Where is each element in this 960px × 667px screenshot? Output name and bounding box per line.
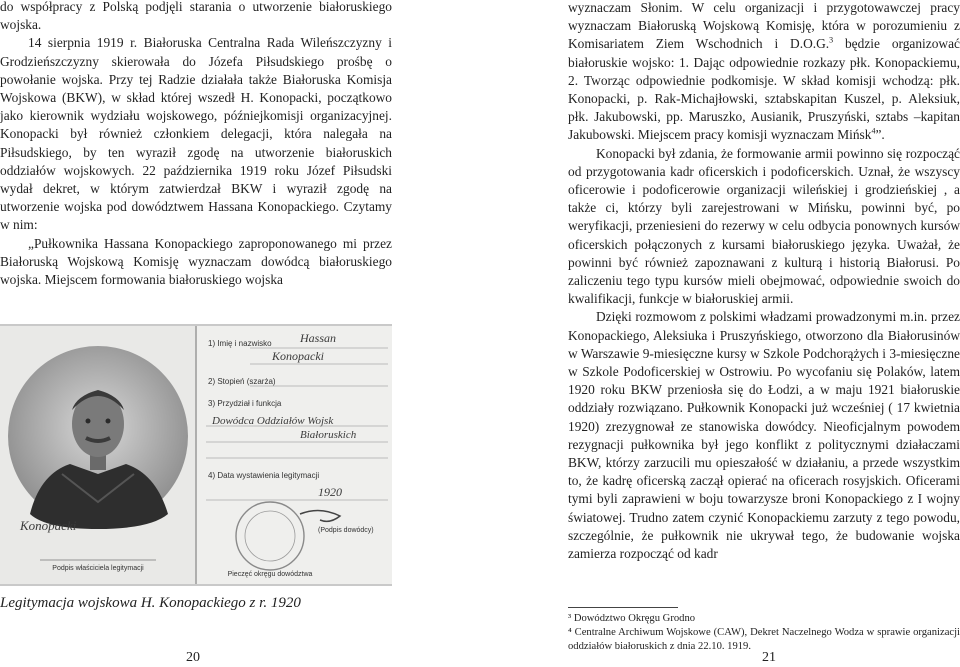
- field-name-value: Hassan: [300, 331, 337, 345]
- field-assignment-label: 3) Przydział i funkcja: [208, 399, 282, 408]
- figure-caption: Legitymacja wojskowa H. Konopackiego z r. 1920: [0, 595, 301, 611]
- right-page: [568, 0, 960, 667]
- paragraph: [568, 0, 960, 145]
- field-date-value: 1920: [318, 485, 342, 499]
- field-date-label: 4) Data wystawienia legitymacji: [208, 471, 320, 480]
- quote-paragraph: „Pułkownika Hassana Konopackiego zaproponowanego mi przez Białoruską Wojskową Komisję wyznaczam dowódcą białoruskiego wojska. Miejscem formowania białoruskiego wojska: [0, 235, 392, 288]
- footnotes: [568, 612, 960, 654]
- field-assignment-value: Dowódca Oddziałów Wojsk: [212, 415, 334, 427]
- quote-continuation-b: będzie organizować białoruskie wojsko: 1. Dając odpowiednie rozkazy płk. Konopackiemu, 2. Tworząc odpowiednie podkomisje. W skład komisji wchodzą: płk. Konopacki, p. Rak-Michajłowski, sztabskapitan Kuszel, p. Aleksiuk, płk. Jakubowski, pp. Maruszko, Ausianik, Pruszyński, sztabs –kapitan Jakubowski. Miejscem pracy komisji wyznaczam Mińsk: [568, 36, 960, 143]
- field-name-label: 1) Imię i nazwisko: [208, 339, 272, 348]
- id-right-leaf: [196, 326, 392, 584]
- left-page: [0, 0, 392, 667]
- commander-signature-label: (Podpis dowódcy): [318, 527, 374, 534]
- field-rank-label: 2) Stopień (szarża): [208, 377, 276, 386]
- right-body-text: [568, 0, 960, 563]
- owner-signature-label: Podpis właściciela legitymacji: [52, 565, 144, 572]
- footnote-divider: [568, 607, 678, 608]
- field-assignment-value-2: Białoruskich: [300, 429, 357, 441]
- quote-continuation: wyznaczam Słonim. W celu organizacji i przygotowawczej pracy wyznaczam Białoruską Wojskową Komisję, która w porozumieniu z Komisariatem Ziem Wschodnich i D.O.G.: [568, 0, 960, 52]
- footnote-ref-3[interactable]: 3: [829, 35, 834, 45]
- paragraph: 14 sierpnia 1919 r. Białoruska Centralna Rada Wileńszczyzny i Grodzieńszczyzny skierowała do Józefa Piłsudskiego prośbę o powołanie wojska. Przy tej Radzie działała także Białoruska Komisja Wojskowa (BKW), w skład której wszedł H. Konopacki, początkowo jako kierownik wydziału wojskowego, późniejkomisji organizacyjnej. Konopacki był również członkiem delegacji, która nalegała na Piłsudskiego, by ten wyraził zgodę na utworzenie białoruskich oddziałów wojskowych. 22 października 1919 roku Józef Piłsudski wydał dekret, w którym zatwierdzał BKW i wyraził zgodę na utworzenie wojska pod dowództwem Hassana Konopackiego. Czytamy w nim:: [0, 35, 392, 233]
- footnote-3: ³ Dowództwo Okręgu Grodno: [568, 613, 696, 624]
- id-document-illustration: [0, 324, 392, 586]
- footnote-4: ⁴ Centralne Archiwum Wojskowe (CAW), Dekret Naczelnego Wodza w sprawie organizacji oddziałów białoruskich z dnia 22.10. 1919.: [568, 627, 960, 652]
- footnote-ref-4[interactable]: 4: [871, 126, 876, 136]
- field-name-value-2: Konopacki: [272, 349, 324, 363]
- page-number-left: 20: [186, 650, 200, 665]
- military-id-photo: [0, 324, 392, 586]
- paragraph: Dzięki rozmowom z polskimi władzami prowadzonymi m.in. przez Konopackiego, Aleksiuka i Pruszyńskiego, otworzono dla Białorusinów w Warszawie 9-miesięczne kursy w Szkole Podchorążych i 3-miesięczne w Szkole Podoficerskiej w Ostrowiu. Po wycofaniu się Polaków, latem 1920 roku BKW przeniosła się do Łodzi, a w maju 1921 białoruskie oddziały rozwiązano. Pułkownik Konopacki już wcześniej ( 17 kwietnia 1920) zrezygnował ze stanowiska dowódcy. Nieoficjalnym powodem rezygnacji pułkownika był jego konflikt z politycznymi działaczami BKW, którzy zarzucili mu opieszałość w działaniu, a przede wszystkim to, że kadrę oficerską zaczął opierać na oficerach rosyjskich. Oficerami tymi byli zaprawieni w boju towarzysze broni Konopackiego z I wojny światowej. Trudno zatem czynić Konopackiemu zarzuty z tego powodu, szczególnie, że pułkownik nie ukrywał tego, że budowanie wojska zamierza rozpocząć od kadr: [568, 309, 960, 562]
- left-body-text: [0, 0, 392, 289]
- stamp-caption: Pieczęć okręgu dowództwa: [227, 571, 313, 578]
- quote-end: ”.: [875, 127, 885, 143]
- paragraph: Konopacki był zdania, że formowanie armii powinno się rozpocząć od przygotowania kadr oficerskich i podoficerskich. Uznał, że wszyscy oficerowie i podoficerowie organizacji wileńskiej i grodzieńskiej , a także ci, którzy byli zarejestrowani w Mińsku, powinni być, po weryfikacji, przeniesieni do rezerwy w celu odbycia ponownych kursów oficerskich połączonych z kursami białoruskiego języka. Uważał, że powinni być również zapoznawani z kulturą i historią Białorusi. Po zaliczeniu tego typu kursów mieli obejmować, odpowiednie swoich do kwalifikacji, funkcje w białoruskiej armii.: [568, 145, 960, 307]
- signature-handwriting: Konopacki: [20, 518, 77, 533]
- page-number-right: 21: [762, 650, 776, 665]
- paragraph: do współpracy z Polską podjęli starania o utworzenie białoruskiego wojska.: [0, 0, 392, 33]
